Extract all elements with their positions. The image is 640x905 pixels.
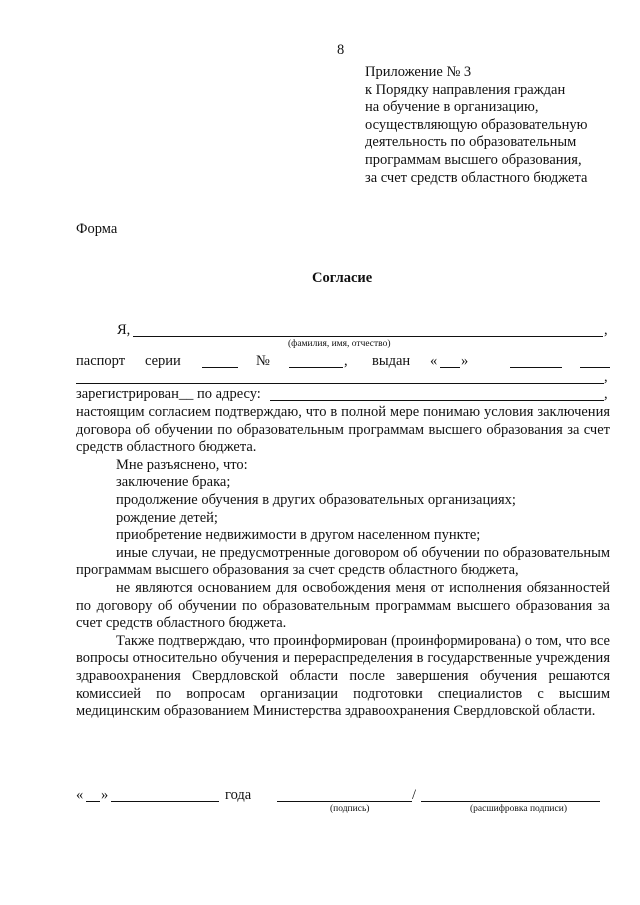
issued-month-field[interactable] xyxy=(510,367,562,368)
appendix-line: деятельность по образовательным xyxy=(365,134,577,151)
series-field[interactable] xyxy=(202,367,238,368)
list-item: заключение брака; xyxy=(116,474,231,491)
appendix-line: к Порядку направления граждан xyxy=(365,81,566,98)
appendix-line: Приложение № 3 xyxy=(365,64,472,80)
appendix-line: программам высшего образования, xyxy=(365,151,582,168)
signature-slash: / xyxy=(412,787,417,803)
appendix-line: за счет средств областного бюджета xyxy=(365,169,588,186)
decode-hint: (расшифровка подписи) xyxy=(470,804,567,814)
registered-label: зарегистрирован__ по адресу: xyxy=(76,386,261,402)
issued-year-field[interactable] xyxy=(580,367,610,368)
date-day-field[interactable] xyxy=(86,801,100,802)
passport-number-field[interactable] xyxy=(289,367,343,368)
explained-line: Мне разъяснено, что: xyxy=(116,456,248,473)
fio-hint: (фамилия, имя, отчество) xyxy=(288,339,391,349)
date-month-year-field[interactable] xyxy=(111,801,219,802)
not-grounds-paragraph: не являются основанием для освобождения меня от исполнения обязанностей по договору об обучении по образовательным программам высшего образования за счет средств областного бюджета. xyxy=(76,579,610,632)
page-number: 8 xyxy=(337,42,345,58)
issued-day-field[interactable] xyxy=(440,367,460,368)
series-label: серии xyxy=(145,353,181,369)
fio-comma: , xyxy=(604,322,608,338)
list-item: продолжение обучения в других образовательных организациях; xyxy=(116,491,516,508)
form-label: Форма xyxy=(76,221,118,237)
number-sign: № xyxy=(256,353,270,369)
signature-field[interactable] xyxy=(277,801,412,802)
signature-decode-field[interactable] xyxy=(421,801,600,802)
fio-field[interactable] xyxy=(133,336,603,337)
confirm-paragraph: настоящим согласием подтверждаю, что в полной мере понимаю условия заключения договора об обучении по образовательным программам высшего образования за счет средств областного бюджета. xyxy=(76,404,610,456)
informed-paragraph: Также подтверждаю, что проинформирован (проинформирована) о том, что все вопросы относительно обучения и перераспределения в государственные учреждения здравоохранения Свердловской области после завершения обучения решаются комиссией по вопросам организации подготовки специалистов с высшим медицинским образованием Министерства здравоохранения Свердловской области. xyxy=(76,632,610,720)
other-cases-paragraph: иные случаи, не предусмотренные договором об обучении по образовательным программам высшего образования за счет средств областного бюджета, xyxy=(76,544,610,579)
year-label: года xyxy=(225,787,252,803)
address-field[interactable] xyxy=(270,400,604,401)
date-quote-open: « xyxy=(76,787,84,803)
passport-label: паспорт xyxy=(76,353,126,369)
appendix-header xyxy=(365,64,588,187)
issued-by-comma: , xyxy=(604,369,608,385)
appendix-line: осуществляющую образовательную xyxy=(365,116,588,133)
issued-quote-close: » xyxy=(461,353,469,369)
document-title: Согласие xyxy=(312,270,373,286)
issued-label: выдан xyxy=(372,353,411,369)
consent-body xyxy=(76,404,610,721)
issued-quote-open: « xyxy=(430,353,438,369)
issued-by-field[interactable] xyxy=(76,383,604,384)
address-comma: , xyxy=(604,386,608,402)
list-item: рождение детей; xyxy=(116,509,218,526)
signature-hint: (подпись) xyxy=(330,804,370,814)
passport-comma: , xyxy=(344,353,348,369)
list-item: приобретение недвижимости в другом населенном пункте; xyxy=(116,527,481,544)
ya-label: Я, xyxy=(117,322,131,338)
date-quote-close: » xyxy=(101,787,109,803)
appendix-line: на обучение в организацию, xyxy=(365,99,539,116)
